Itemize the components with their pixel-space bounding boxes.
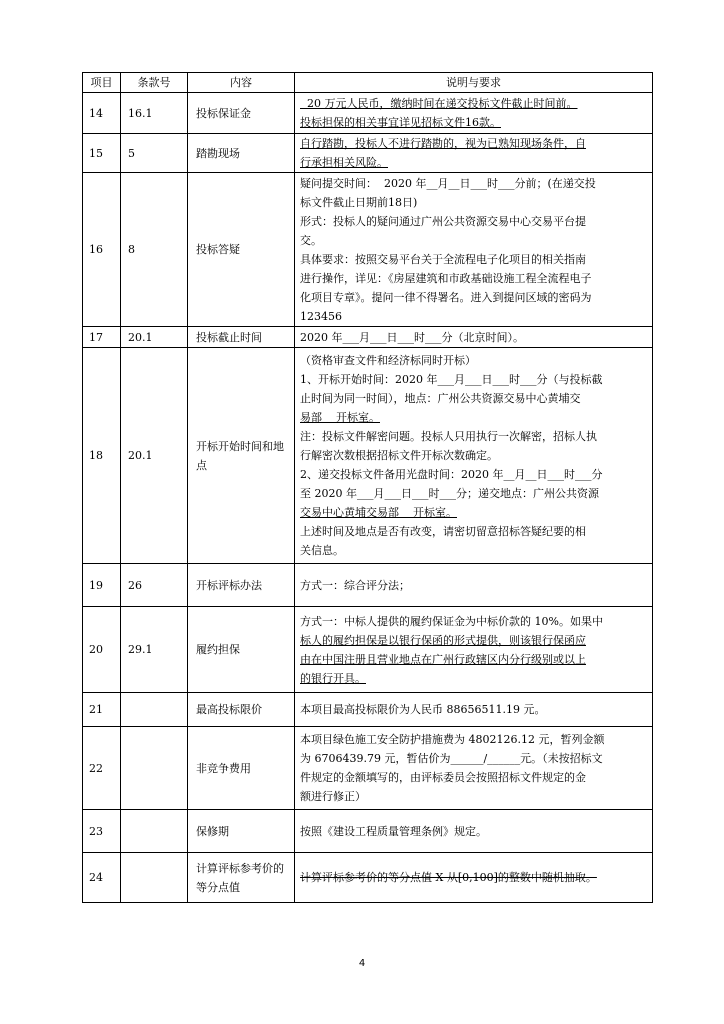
- clause-no: [121, 693, 188, 727]
- page-number: 4: [358, 958, 366, 969]
- description-line: 交易中心黄埔交易部 开标室。: [300, 506, 457, 519]
- description-line: 本项目绿色施工安全防护措施费为 4802126.12 元，暂列金额: [300, 733, 605, 746]
- description-line: 投标担保的相关事宜详见招标文件16款。: [300, 116, 501, 129]
- table-row: [83, 727, 653, 810]
- description-line: 件规定的金额填写的，由评标委员会按照招标文件规定的金: [300, 771, 586, 784]
- description-line: 1、开标开始时间：2020 年___月___日___时___分（与投标截: [300, 373, 603, 386]
- item-description: [295, 134, 653, 173]
- header-clause-no: 条款号: [121, 73, 188, 93]
- description-line: 至 2020 年___月___日___时___分；递交地点：广州公共资源: [300, 487, 599, 500]
- description-line: （资格审查文件和经济标同时开标）: [300, 354, 476, 367]
- item-no: 15: [83, 134, 121, 173]
- tender-info-table: [82, 72, 653, 903]
- table-row: [83, 853, 653, 903]
- item-description: [295, 327, 653, 348]
- description-line: 行承担相关风险。: [300, 156, 388, 169]
- item-content: 开标开始时间和地点: [188, 348, 295, 564]
- description-line: 具体要求：按照交易平台关于全流程电子化项目的相关指南: [300, 252, 586, 266]
- item-description: [295, 564, 653, 607]
- description-line: 方式一：综合评分法；: [300, 578, 410, 592]
- item-content: 非竞争费用: [188, 727, 295, 810]
- description-line: 由在中国注册且营业地点在广州行政辖区内分行级别或以上: [300, 652, 586, 666]
- clause-no: [121, 810, 188, 853]
- item-content: 开标评标办法: [188, 564, 295, 607]
- item-no: 20: [83, 607, 121, 693]
- item-content: 踏勘现场: [188, 134, 295, 173]
- item-description: [295, 810, 653, 853]
- item-no: 24: [83, 853, 121, 903]
- clause-no: 26: [121, 564, 188, 607]
- table-row: [83, 607, 653, 693]
- table-row: [83, 134, 653, 173]
- table-row: [83, 348, 653, 564]
- description-line: 123456: [300, 309, 342, 323]
- item-content: 保修期: [188, 810, 295, 853]
- item-content: 投标保证金: [188, 93, 295, 134]
- table-row: [83, 93, 653, 134]
- header-item-no: 项目: [83, 73, 121, 93]
- description-line: 计算评标参考价的等分点值 X 从[0,100]的整数中随机抽取。: [300, 871, 597, 884]
- description-line: 进行操作，详见：《房屋建筑和市政基础设施工程全流程电子: [300, 271, 592, 285]
- item-no: 19: [83, 564, 121, 607]
- description-line: 形式：投标人的疑问通过广州公共资源交易中心交易平台提: [300, 214, 586, 228]
- table-row: [83, 173, 653, 327]
- item-no: 18: [83, 348, 121, 564]
- item-content: 投标答疑: [188, 173, 295, 327]
- clause-no: [121, 853, 188, 903]
- item-description: [295, 93, 653, 134]
- description-line: 化项目专章》。提问一律不得署名。进入到提问区域的密码为: [300, 290, 592, 304]
- table-header-row: [83, 73, 653, 93]
- header-content: 内容: [188, 73, 295, 93]
- item-no: 21: [83, 693, 121, 727]
- item-content: 投标截止时间: [188, 327, 295, 348]
- clause-no: 20.1: [121, 348, 188, 564]
- description-line: 交。: [300, 233, 322, 247]
- item-content: 履约担保: [188, 607, 295, 693]
- clause-no: 16.1: [121, 93, 188, 134]
- description-line: 行解密次数根据招标文件开标次数确定。: [300, 449, 498, 462]
- item-description: [295, 693, 653, 727]
- item-no: 16: [83, 173, 121, 327]
- clause-no: 20.1: [121, 327, 188, 348]
- item-no: 22: [83, 727, 121, 810]
- item-description: [295, 348, 653, 564]
- item-description: [295, 173, 653, 327]
- table-row: [83, 810, 653, 853]
- description-line: 20 万元人民币，缴纳时间在递交投标文件截止时间前。: [300, 97, 578, 110]
- item-description: [295, 727, 653, 810]
- description-line: 标文件截止日期前18日): [300, 195, 418, 209]
- item-description: [295, 607, 653, 693]
- item-content: 计算评标参考价的等分点值: [188, 853, 295, 903]
- description-line: 2、递交投标文件备用光盘时间：2020 年__月__日___时___分: [300, 468, 603, 481]
- description-line: 关信息。: [300, 544, 344, 557]
- description-line: 易部 开标室。: [300, 411, 380, 424]
- description-line: 自行踏勘，投标人不进行踏勘的，视为已熟知现场条件，自: [300, 137, 586, 150]
- clause-no: 8: [121, 173, 188, 327]
- description-line: 标人的履约担保是以银行保函的形式提供，则该银行保函应: [300, 633, 586, 647]
- table-row: [83, 693, 653, 727]
- clause-no: [121, 727, 188, 810]
- item-content: 最高投标限价: [188, 693, 295, 727]
- description-line: 的银行开具。: [300, 671, 366, 685]
- description-line: 疑问提交时间： 2020 年__月__日___时___分前；(在递交投: [300, 176, 596, 190]
- item-no: 14: [83, 93, 121, 134]
- description-line: 2020 年___月___日___时___分（北京时间）。: [300, 330, 524, 344]
- clause-no: 29.1: [121, 607, 188, 693]
- item-description: [295, 853, 653, 903]
- item-no: 17: [83, 327, 121, 348]
- clause-no: 5: [121, 134, 188, 173]
- description-line: 本项目最高投标限价为人民币 88656511.19 元。: [300, 703, 546, 716]
- table-row: [83, 564, 653, 607]
- description-line: 按照《建设工程质量管理条例》规定。: [300, 824, 487, 838]
- table-row: [83, 327, 653, 348]
- description-line: 上述时间及地点是否有改变，请密切留意招标答疑纪要的相: [300, 525, 586, 538]
- description-line: 方式一：中标人提供的履约保证金为中标价款的 10%。如果中: [300, 614, 603, 628]
- description-line: 为 6706439.79 元，暂估价为______/______元。（未按招标文: [300, 752, 603, 765]
- description-line: 额进行修正）: [300, 790, 366, 803]
- item-no: 23: [83, 810, 121, 853]
- header-description: 说明与要求: [295, 73, 653, 93]
- description-line: 注：投标文件解密问题。投标人只用执行一次解密，招标人执: [300, 430, 597, 443]
- description-line: 止时间为同一时间），地点：广州公共资源交易中心黄埔交: [300, 392, 581, 405]
